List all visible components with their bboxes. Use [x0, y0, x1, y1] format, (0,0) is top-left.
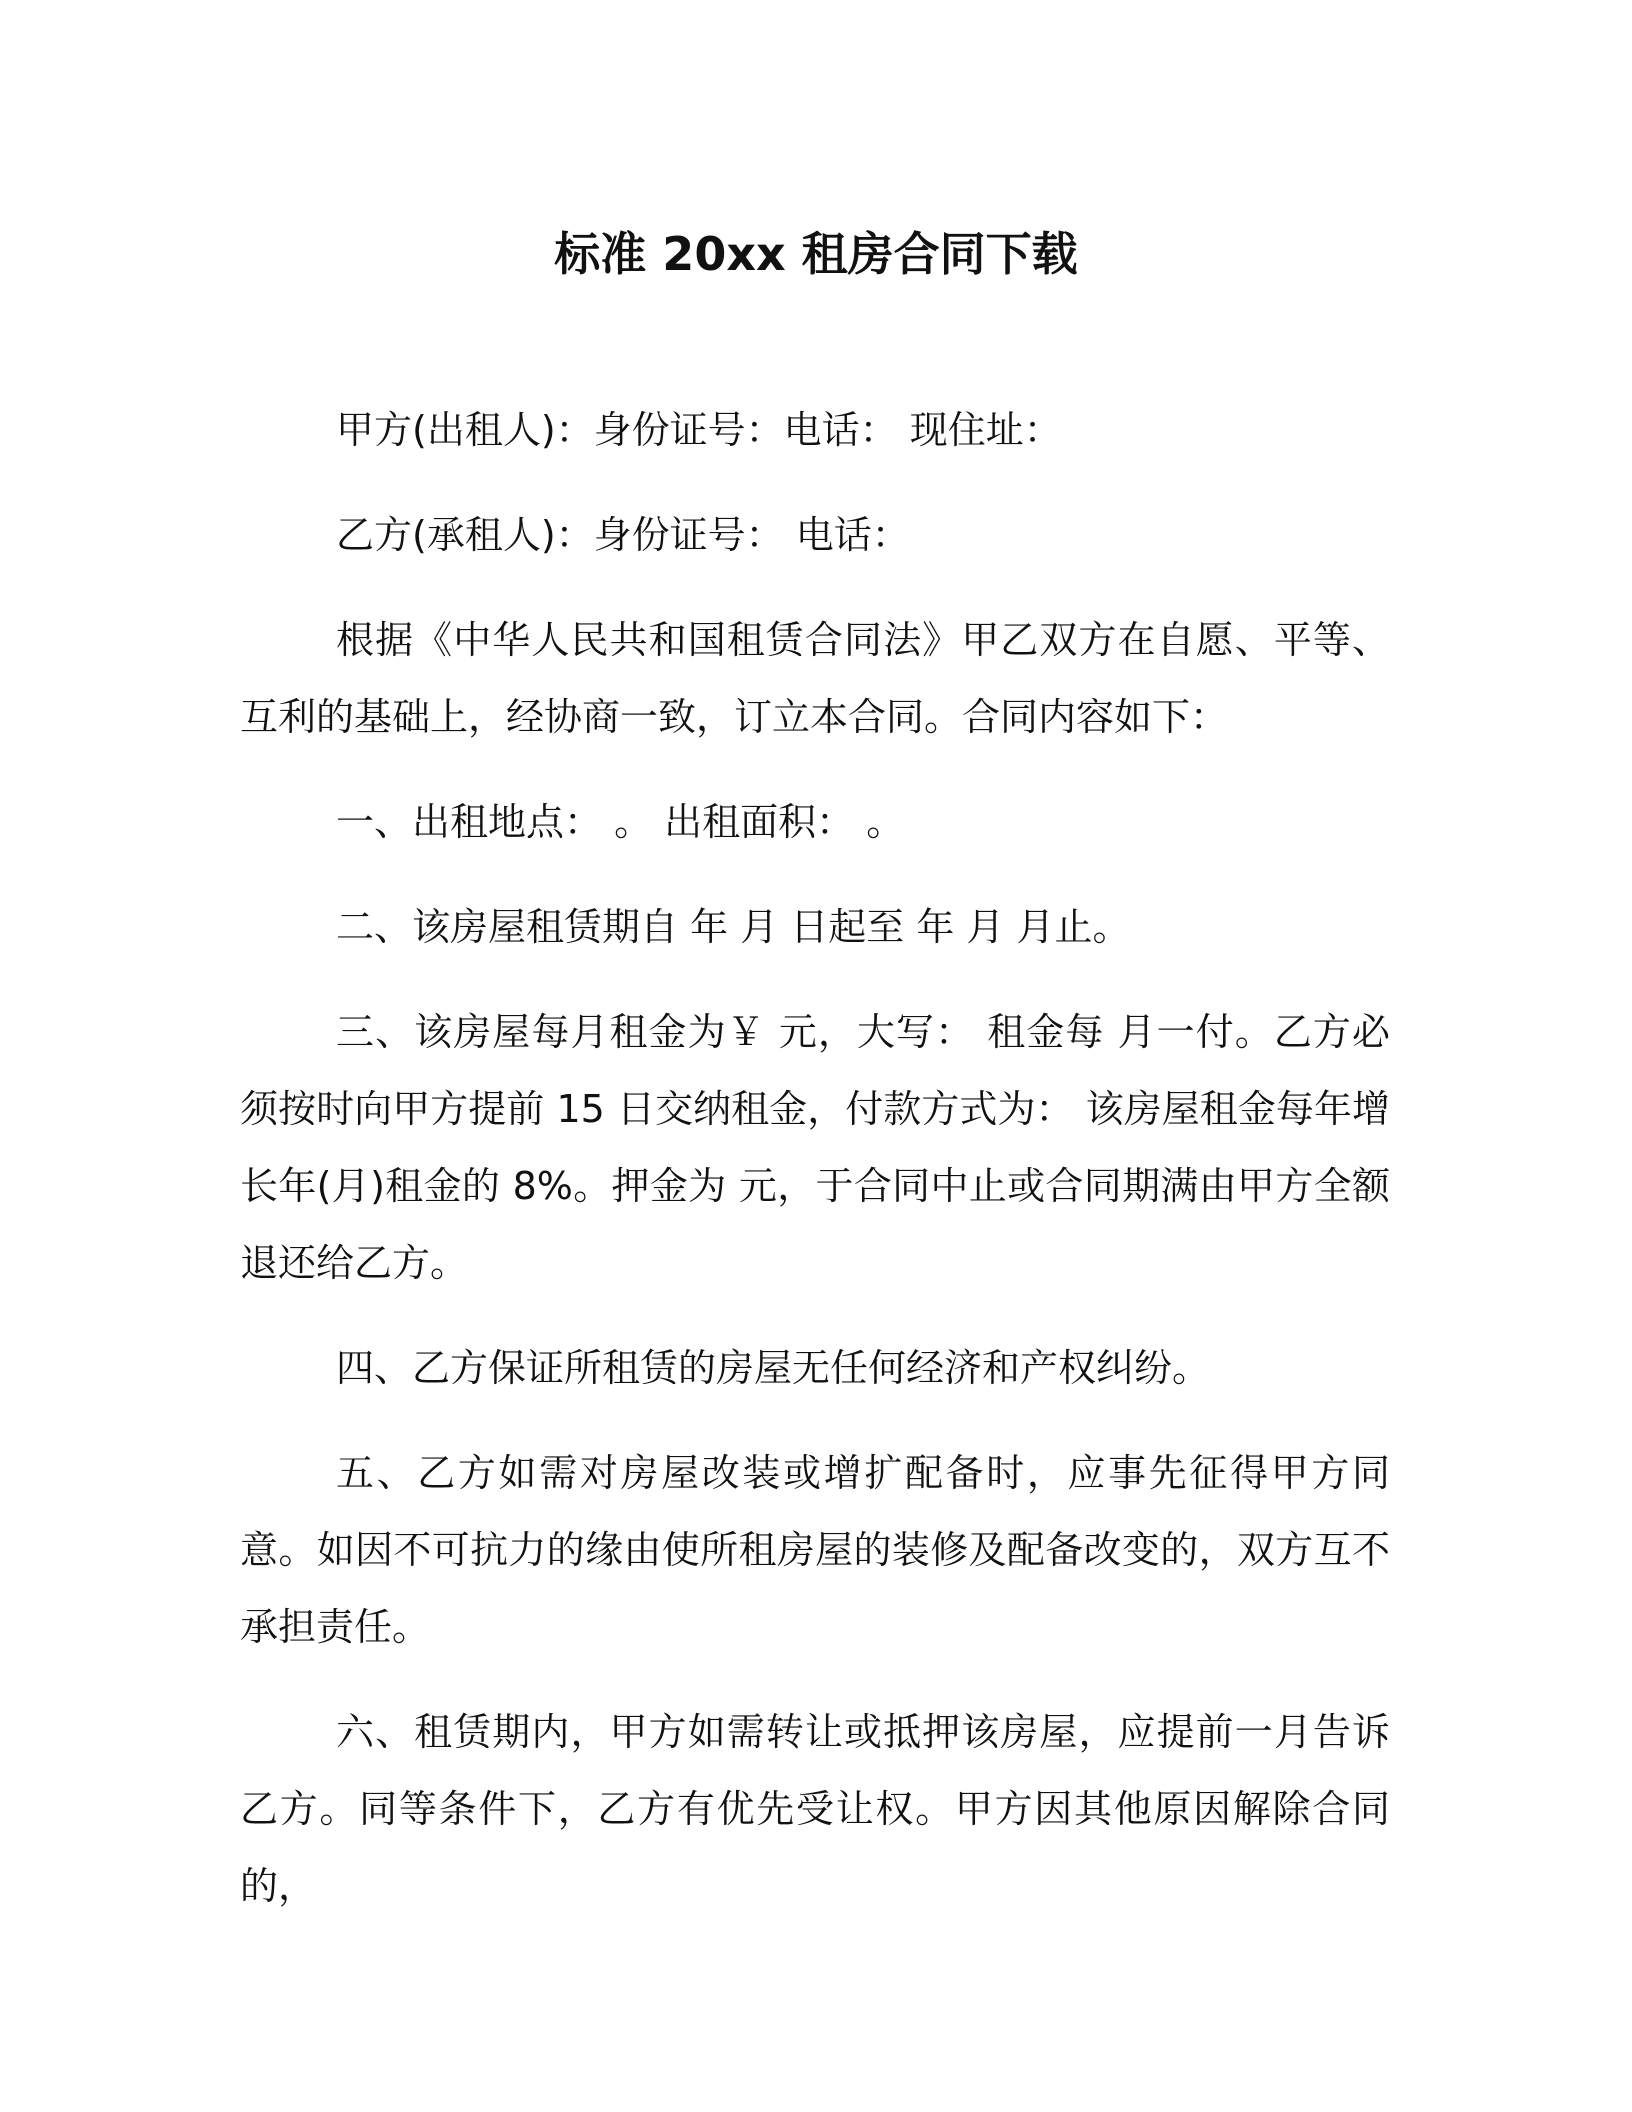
- clause-6-transfer: 六、租赁期内，甲方如需转让或抵押该房屋，应提前一月告诉乙方。同等条件下，乙方有优先受让权。甲方因其他原因解除合同的，: [240, 1710, 1390, 1908]
- document-body: [240, 392, 1390, 1953]
- party-b-info: 乙方(承租人)：身份证号： 电话：: [336, 513, 910, 557]
- document-title: 标准 20xx 租房合同下载: [554, 227, 1078, 281]
- clause-3-rent: 三、该房屋每月租金为￥ 元，大写： 租金每 月一付。乙方必须按时向甲方提前 15 日交纳租金，付款方式为： 该房屋租金每年增长年(月)租金的 8%。押金为 元，于合同中止或合同期满由甲方全额退还给乙方。: [240, 1010, 1390, 1285]
- contract-preamble: 根据《中华人民共和国租赁合同法》甲乙双方在自愿、平等、互利的基础上，经协商一致，订立本合同。合同内容如下：: [240, 618, 1390, 739]
- party-a-info: 甲方(出租人)：身份证号：电话： 现住址：: [336, 408, 1062, 452]
- clause-4-guarantee: 四、乙方保证所租赁的房屋无任何经济和产权纠纷。: [336, 1346, 1211, 1390]
- clause-1-location: 一、出租地点： 。 出租面积： 。: [336, 800, 905, 844]
- clause-5-modification: 五、乙方如需对房屋改装或增扩配备时，应事先征得甲方同意。如因不可抗力的缘由使所租房屋的装修及配备改变的，双方互不承担责任。: [240, 1451, 1390, 1649]
- clause-2-term: 二、该房屋租赁期自 年 月 日起至 年 月 月止。: [336, 905, 1131, 949]
